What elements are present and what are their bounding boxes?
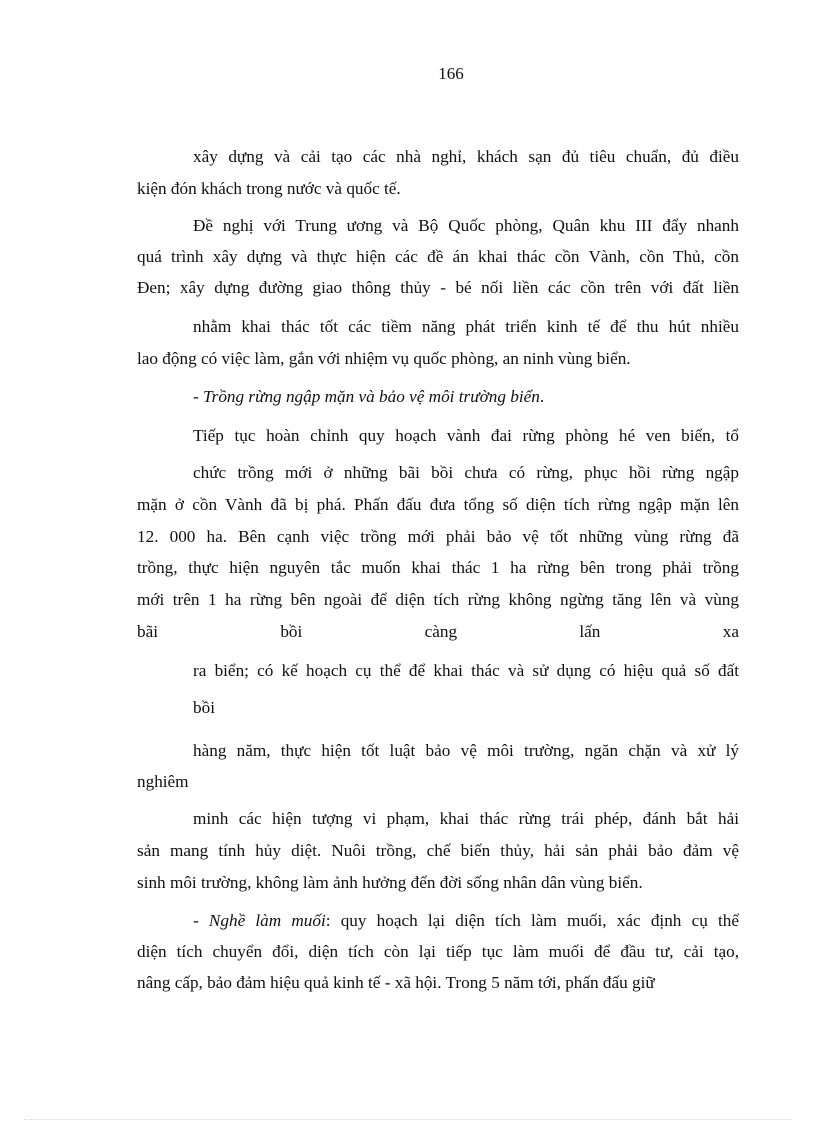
text-line [193,910,739,932]
text-line: diện tích chuyển đổi, diện tích còn lại tiếp tục làm muối để đầu tư, cải tạo, [137,942,739,961]
text-fragment: : quy hoạch lại diện tích làm muối, xác định cụ thể [325,911,739,930]
text-line: Tiếp tục hoàn chỉnh quy hoạch vành đai rừng phòng hé ven biển, tổ [193,426,739,445]
spread-word: càng [424,622,458,641]
text-line: 12. 000 ha. Bên cạnh việc trồng mới phải bảo vệ tốt những vùng rừng đã [137,527,739,546]
text-line: Đề nghị với Trung ương và Bộ Quốc phòng, Quân khu III đẩy nhanh [193,216,739,235]
spread-word: bồi [280,622,303,641]
spread-word: lấn [579,622,601,641]
text-line: sinh môi trường, không làm ảnh hưởng đến đời sống nhân dân vùng biển. [137,873,643,892]
text-line: sản mang tính hủy diệt. Nuôi trồng, chế biến thủy, hải sản phải bảo đảm vệ [137,841,739,860]
text-line: chức trồng mới ở những bãi bồi chưa có rừng, phục hồi rừng ngập [193,463,739,482]
spread-word: xa [722,622,739,641]
section-heading-text: - Nghề làm muối [193,911,326,930]
text-line: minh các hiện tượng vi phạm, khai thác rừng trái phép, đánh bắt hải [193,809,739,828]
page-bottom-rule [24,1119,792,1120]
section-heading [193,386,544,408]
spread-word: bãi [137,622,158,641]
text-line: mới trên 1 ha rừng bên ngoài để diện tích rừng không ngừng tăng lên và vùng [137,590,739,609]
text-line: nhằm khai thác tốt các tiềm năng phát triển kinh tế để thu hút nhiều [193,317,739,336]
text-line: hàng năm, thực hiện tốt luật bảo vệ môi trường, ngăn chặn và xử lý [193,741,739,760]
text-line: bồi [193,698,215,717]
section-heading-period: . [539,387,545,406]
text-line: mặn ở cồn Vành đã bị phá. Phấn đấu đưa tổng số diện tích rừng ngập mặn lên [137,495,739,514]
text-line: ra biển; có kế hoạch cụ thể để khai thác và sử dụng có hiệu quả số đất [193,661,739,680]
text-line: quá trình xây dựng và thực hiện các đề án khai thác cồn Vành, cồn Thủ, cồn [137,247,739,266]
text-line: nâng cấp, bảo đảm hiệu quả kinh tế - xã hội. Trong 5 năm tới, phấn đấu giữ [137,973,655,992]
page-number: 166 [438,64,464,83]
text-line: nghiêm [137,772,189,791]
text-line: xây dựng và cải tạo các nhà nghỉ, khách sạn đủ tiêu chuẩn, đủ điều [193,147,739,166]
text-line: lao động có việc làm, gắn với nhiệm vụ quốc phòng, an ninh vùng biển. [137,349,631,368]
text-line: Đen; xây dựng đường giao thông thủy - bé nối liền các cồn trên với đất liền [137,278,739,297]
section-heading-text: - Trồng rừng ngập mặn và bảo vệ môi trường biển [193,387,540,406]
text-line: kiện đón khách trong nước và quốc tế. [137,179,401,198]
spread-text-line [137,621,739,643]
text-line: trồng, thực hiện nguyên tắc muốn khai thác 1 ha rừng bên trong phải trồng [137,558,739,577]
